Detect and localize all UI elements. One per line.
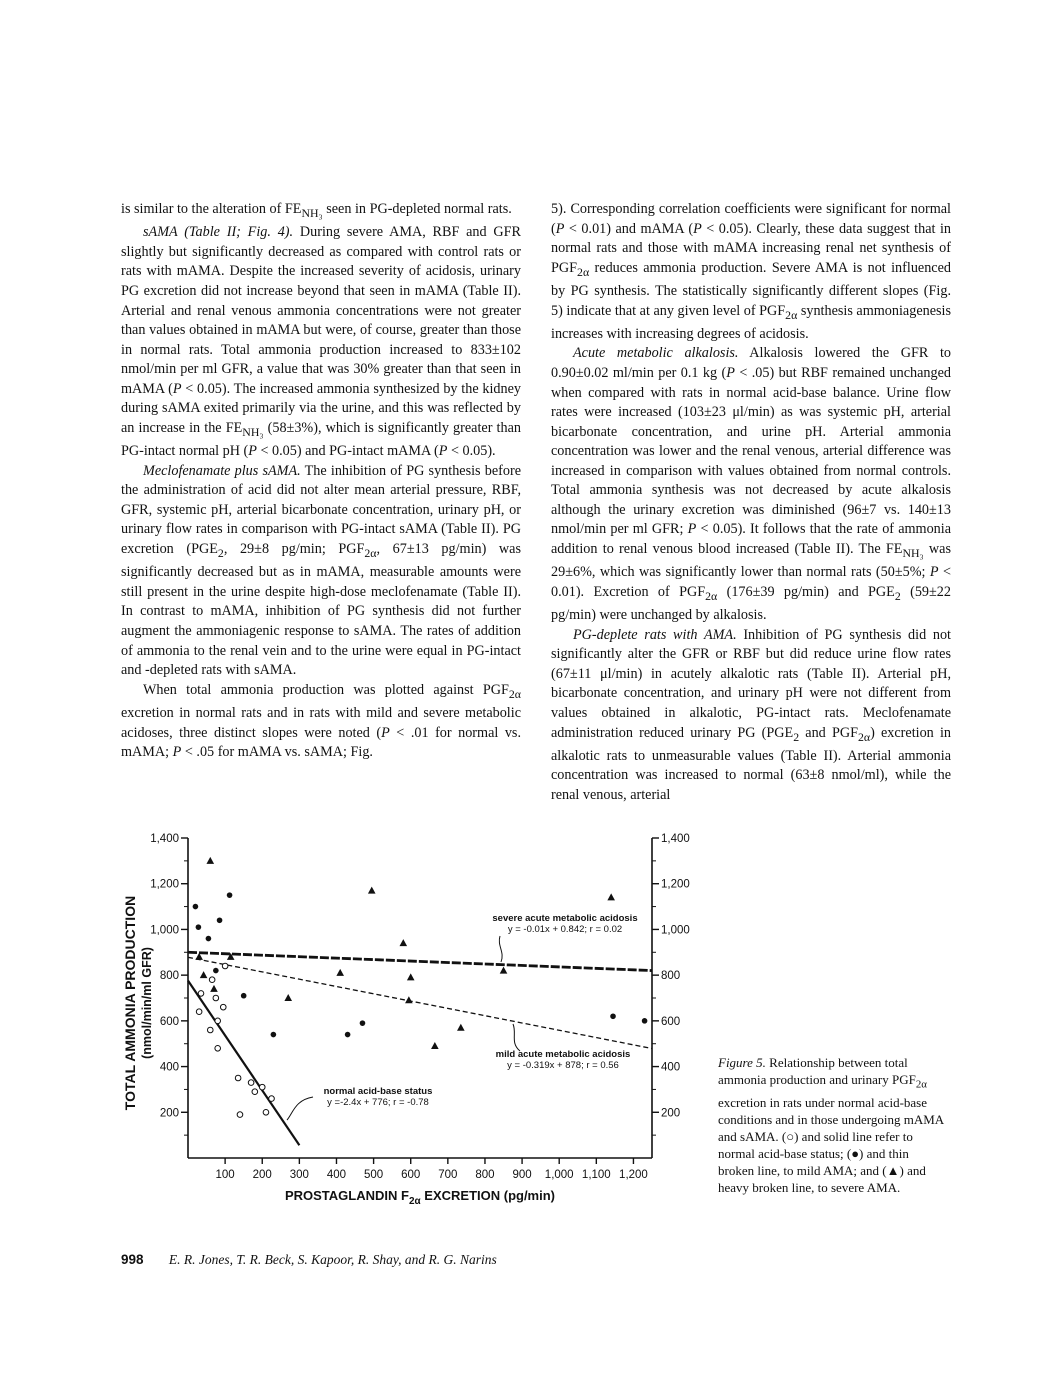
- normal-point: [237, 1112, 243, 1118]
- x-tick-label: 1,200: [619, 1169, 648, 1181]
- normal-point: [213, 995, 219, 1001]
- y-tick-label-right: 1,400: [661, 833, 690, 845]
- y-tick-label: 1,000: [150, 924, 179, 937]
- figure-caption: Figure 5. Relationship between total ammonia production and urinary $PGF_{2\alpha}$ excretion in rats under normal acid-base conditions and in those undergoing mAMA and sAMA. (○) and solid line refer to normal acid-base status; (●) and thin broken line, to mild AMA; and (▲) and heavy broken line, to severe AMA.: [718, 1055, 944, 1195]
- normal-point: [196, 1009, 202, 1015]
- mild-line-label: mild acute metabolic acidosis: [495, 1049, 631, 1060]
- x-tick-label: 800: [475, 1169, 495, 1181]
- mild-point: [610, 1013, 616, 1019]
- x-axis-label: PROSTAGLANDIN $F_{2\alpha}$ EXCRETION (pg/min): [284, 1188, 556, 1207]
- severe-point: [607, 893, 615, 900]
- x-tick-label: 100: [215, 1169, 235, 1181]
- severe-line-equation: y = -0.01x + 0.842; r = 0.02: [507, 924, 623, 935]
- mild-regression-line: [188, 957, 652, 1048]
- y-axis-label: TOTAL AMMONIA PRODUCTION: [122, 895, 138, 1111]
- paragraph: Meclofenamate plus sAMA. The inhibition of PG synthesis before the administration of acid did not alter mean arterial pressure, RBF, GFR, systemic pH, arterial bicarbonate concentration, urinary pH, or urinary flow rates in comparison with PG-intact sAMA (Table II). PG excretion ($PGE_2$, 29±8 pg/min; $PGF_{2\alpha}$, 67±13 pg/min) was significantly decreased but as in mAMA, measurable amounts were still present in the urine despite high-dose meclofenamate (Table II). In contrast to mAMA, inhibition of PG synthesis did not further augment the ammoniagenic response to sAMA. The rates of addition of ammonia to the renal vein and to the urine were equal in PG-intact and -depleted rats with sAMA.: [121, 462, 521, 679]
- mild-label-pointer: [513, 1024, 520, 1051]
- severe-point: [457, 1024, 465, 1031]
- mild-point: [360, 1020, 366, 1026]
- normal-point: [248, 1080, 254, 1086]
- paragraph: Acute metabolic alkalosis. Alkalosis lowered the GFR to 0.90±0.02 ml/min per 0.1 kg (P < .05) but RBF remained unchanged when compared with rats in normal acid-base balance. Urine flow rates were increased (103±23 μl/min) as was systemic pH, arterial bicarbonate concentration, and urine pH. Arterial ammonia concentration was lower and the renal venous, arterial difference was increased in comparison with values obtained from normal controls. Total ammonia synthesis was not decreased by acute alkalosis although the urinary excretion was diminished (96±7 vs. 140±13 nmol/min per ml GFR; P < 0.05). It follows that the rate of ammonia addition to renal venous blood increased (Table II). The $FE_{NH_3}$ was 29±6%, which was significantly lower than normal rats (50±5%; P < 0.01). Excretion of $PGF_{2\alpha}$ (176±39 pg/min) and $PGE_2$ (59±22 pg/min) were unchanged by alkalosis.: [551, 345, 952, 624]
- mild-point: [345, 1032, 351, 1038]
- mild-point: [271, 1032, 277, 1038]
- x-tick-label: 600: [401, 1169, 421, 1181]
- mild-point: [227, 892, 233, 898]
- y-tick-label: 600: [159, 1015, 179, 1028]
- severe-line-label: severe acute metabolic acidosis: [492, 913, 638, 924]
- paragraph: is similar to the alteration of $FE_{NH_3}$ seen in PG-depleted normal rats.: [121, 201, 512, 220]
- paragraph: 5). Corresponding correlation coefficients were significant for normal (P < 0.01) and mAMA (P < 0.05). Clearly, these data suggest that in normal rats and those with mAMA increasing renal net synthesis of $PGF_{2\alpha}$ reduces ammonia production. Severe AMA is not influenced by PG synthesis. The statistically significantly different slopes (Fig. 5) indicate that at any given level of $PGF_{2\alpha}$ synthesis ammoniagenesis increases with increasing degrees of acidosis.: [551, 201, 951, 342]
- paragraph: When total ammonia production was plotted against $PGF_{2\alpha}$ excretion in normal rats and in rats with mild and severe metabolic acidoses, three distinct slopes were noted (P < .01 for normal vs. mAMA; P < .05 for mAMA vs. sAMA; Fig.: [121, 681, 521, 761]
- y-tick-label: 200: [159, 1107, 179, 1120]
- normal-point: [207, 1027, 213, 1033]
- severe-point: [200, 971, 208, 978]
- normal-point: [269, 1096, 275, 1102]
- paragraph: PG-deplete rats with AMA. Inhibition of PG synthesis did not significantly alter the GFR or RBF but did reduce urine flow rates (67±11 μl/min) in acutely alkalotic rats (Table II). Arterial pH, bicarbonate concentration, and urinary pH were not different from values obtained in alkalotic, PG-intact rats. Meclofenamate administration reduced urinary PG ($PGE_2$ and $PGF_{2\alpha}$) excretion in alkalotic rats to unmeasurable values (Table II). Arterial ammonia concentration was increased to normal (63±8 nmol/ml), while the renal venous, arterial: [551, 626, 951, 803]
- severe-point: [407, 973, 415, 980]
- normal-regression-line: [188, 981, 299, 1146]
- y-tick-label: 1,200: [150, 878, 179, 891]
- severe-point: [206, 857, 214, 864]
- severe-point: [431, 1042, 439, 1049]
- x-tick-label: 700: [438, 1169, 458, 1181]
- x-tick-label: 400: [326, 1169, 347, 1181]
- paragraph: sAMA (Table II; Fig. 4). During severe AMA, RBF and GFR slightly but significantly decreased as compared with control rats or rats with mAMA. Despite the increased severity of acidosis, urinary PG excretion did not increase beyond that seen in mAMA (Table II). Arterial and renal venous ammonia concentrations were not greater than values obtained in mAMA but were, of course, greater than those in normal rats. Total ammonia production increased to 833±102 nmol/min per ml GFR, a value that was 30% greater than that seen in mAMA (P < 0.05). The increased ammonia synthesized by the kidney during sAMA exited primarily via the urine, and this was reflected by an increase in the $FE_{NH_3}$ (58±3%), which is significantly greater than PG-intact normal pH (P < 0.05) and PG-intact mAMA (P < 0.05).: [121, 224, 521, 460]
- x-tick-label: 500: [364, 1169, 384, 1181]
- severe-point: [399, 939, 407, 946]
- y-tick-label: 400: [159, 1061, 179, 1074]
- severe-point: [284, 994, 292, 1001]
- y-tick-label-right: 800: [661, 970, 681, 983]
- y-tick-label-right: 600: [661, 1015, 681, 1028]
- right-column: [551, 200, 951, 806]
- normal-line-label: normal acid-base status: [323, 1086, 433, 1097]
- page-footer: [121, 1252, 497, 1268]
- author-list: E. R. Jones, T. R. Beck, S. Kapoor, R. Shay, and R. G. Narins: [168, 1252, 497, 1267]
- mild-point: [241, 993, 247, 999]
- y-tick-label: 800: [159, 970, 179, 983]
- severe-point: [500, 967, 508, 974]
- x-tick-label: 200: [252, 1169, 272, 1181]
- mild-line-equation: y = -0.319x + 878; r = 0.56: [507, 1060, 619, 1071]
- normal-point: [235, 1075, 241, 1081]
- normal-point: [220, 1004, 226, 1010]
- normal-point: [198, 991, 204, 997]
- normal-point: [215, 1018, 221, 1024]
- y-tick-label-right: 1,000: [661, 924, 690, 937]
- severe-point: [405, 996, 413, 1003]
- mild-point: [642, 1018, 648, 1024]
- page-number: 998: [121, 1252, 144, 1267]
- scatter-chart: [115, 828, 715, 1238]
- normal-line-equation: y =-2.4x + 776; r = -0.78: [327, 1097, 429, 1108]
- figure-5: [115, 828, 715, 1238]
- x-tick-label: 1,100: [581, 1169, 611, 1181]
- normal-label-pointer: [287, 1097, 313, 1120]
- severe-point: [368, 887, 376, 894]
- normal-point: [263, 1109, 269, 1115]
- x-tick-label: 900: [512, 1169, 532, 1181]
- left-column: [121, 200, 521, 763]
- mild-point: [206, 936, 212, 942]
- normal-point: [252, 1089, 258, 1095]
- mild-point: [217, 917, 223, 923]
- mild-point: [193, 904, 199, 910]
- y-tick-label: 1,400: [150, 833, 179, 845]
- severe-label-pointer: [499, 936, 502, 962]
- normal-point: [209, 977, 215, 983]
- y-axis-label-units: (nmol/min/ml GFR): [140, 947, 154, 1059]
- severe-regression-line: [188, 952, 652, 970]
- y-tick-label-right: 400: [661, 1061, 681, 1074]
- normal-point: [259, 1084, 265, 1090]
- x-tick-label: 1,000: [544, 1169, 574, 1181]
- severe-point: [210, 985, 218, 992]
- y-tick-label-right: 1,200: [661, 878, 690, 891]
- normal-point: [215, 1045, 221, 1051]
- x-tick-label: 300: [289, 1169, 309, 1181]
- normal-point: [222, 963, 228, 969]
- mild-point: [213, 968, 219, 974]
- mild-point: [196, 924, 202, 930]
- severe-point: [336, 969, 344, 976]
- y-tick-label-right: 200: [661, 1107, 681, 1120]
